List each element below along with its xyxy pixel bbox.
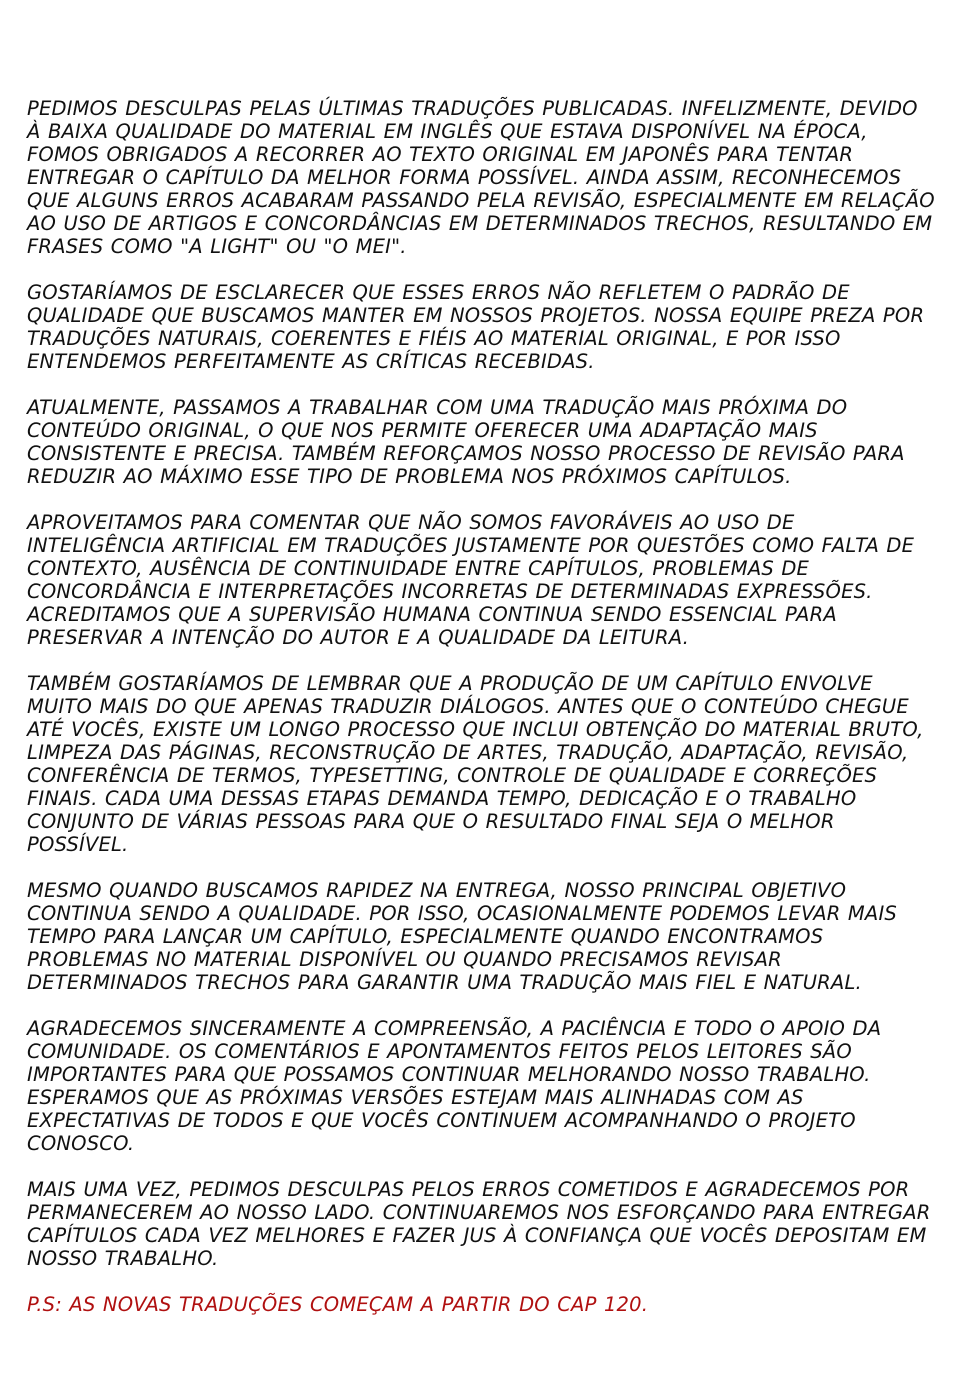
paragraph-current-process: ATUALMENTE, PASSAMOS A TRABALHAR COM UMA TRADUÇÃO MAIS PRÓXIMA DO CONTEÚDO ORIGINAL, O QUE NOS PERMITE OFERECER UMA ADAPTAÇÃO MAIS CONSISTENTE E PRECISA. TAMBÉM REFORÇAMOS NOSSO PROCESSO DE REVISÃO PARA REDUZIR AO MÁXIMO ESSE TIPO DE PROBLEMA NOS PRÓXIMOS CAPÍTULOS. <box>27 396 905 488</box>
postscript-note: P.S: AS NOVAS TRADUÇÕES COMEÇAM A PARTIR DO CAP 120. <box>27 1293 649 1316</box>
paragraph-closing: MAIS UMA VEZ, PEDIMOS DESCULPAS PELOS ERROS COMETIDOS E AGRADECEMOS POR PERMANECEREM AO NOSSO LADO. CONTINUAREMOS NOS ESFORÇANDO PARA ENTREGAR CAPÍTULOS CADA VEZ MELHORES E FAZER JUS À CONFIANÇA QUE VOCÊS DEPOSITAM EM NOSSO TRABALHO. <box>27 1178 931 1270</box>
notice-page <box>27 97 937 1316</box>
paragraph-ai-stance: APROVEITAMOS PARA COMENTAR QUE NÃO SOMOS FAVORÁVEIS AO USO DE INTELIGÊNCIA ARTIFICIAL EM TRADUÇÕES JUSTAMENTE POR QUESTÕES COMO FALTA DE CONTEXTO, AUSÊNCIA DE CONTINUIDADE ENTRE CAPÍTULOS, PROBLEMAS DE CONCORDÂNCIA E INTERPRETAÇÕES INCORRETAS DE DETERMINADAS EXPRESSÕES. ACREDITAMOS QUE A SUPERVISÃO HUMANA CONTINUA SENDO ESSENCIAL PARA PRESERVAR A INTENÇÃO DO AUTOR E A QUALIDADE DA LEITURA. <box>27 511 915 649</box>
paragraph-apology: PEDIMOS DESCULPAS PELAS ÚLTIMAS TRADUÇÕES PUBLICADAS. INFELIZMENTE, DEVIDO À BAIXA QUALIDADE DO MATERIAL EM INGLÊS QUE ESTAVA DISPONÍVEL NA ÉPOCA, FOMOS OBRIGADOS A RECORRER AO TEXTO ORIGINAL EM JAPONÊS PARA TENTAR ENTREGAR O CAPÍTULO DA MELHOR FORMA POSSÍVEL. AINDA ASSIM, RECONHECEMOS QUE ALGUNS ERROS ACABARAM PASSANDO PELA REVISÃO, ESPECIALMENTE EM RELAÇÃO AO USO DE ARTIGOS E CONCORDÂNCIAS EM DETERMINADOS TRECHOS, RESULTANDO EM FRASES COMO "A LIGHT" OU "O MEI". <box>27 97 935 258</box>
paragraph-thanks: AGRADECEMOS SINCERAMENTE A COMPREENSÃO, A PACIÊNCIA E TODO O APOIO DA COMUNIDADE. OS COMENTÁRIOS E APONTAMENTOS FEITOS PELOS LEITORES SÃO IMPORTANTES PARA QUE POSSAMOS CONTINUAR MELHORANDO NOSSO TRABALHO. ESPERAMOS QUE AS PRÓXIMAS VERSÕES ESTEJAM MAIS ALINHADAS COM AS EXPECTATIVAS DE TODOS E QUE VOCÊS CONTINUEM ACOMPANHANDO O PROJETO CONOSCO. <box>27 1017 882 1155</box>
paragraph-production-process: TAMBÉM GOSTARÍAMOS DE LEMBRAR QUE A PRODUÇÃO DE UM CAPÍTULO ENVOLVE MUITO MAIS DO QUE APENAS TRADUZIR DIÁLOGOS. ANTES QUE O CONTEÚDO CHEGUE ATÉ VOCÊS, EXISTE UM LONGO PROCESSO QUE INCLUI OBTENÇÃO DO MATERIAL BRUTO, LIMPEZA DAS PÁGINAS, RECONSTRUÇÃO DE ARTES, TRADUÇÃO, ADAPTAÇÃO, REVISÃO, CONFERÊNCIA DE TERMOS, TYPESETTING, CONTROLE DE QUALIDADE E CORREÇÕES FINAIS. CADA UMA DESSAS ETAPAS DEMANDA TEMPO, DEDICAÇÃO E O TRABALHO CONJUNTO DE VÁRIAS PESSOAS PARA QUE O RESULTADO FINAL SEJA O MELHOR POSSÍVEL. <box>27 672 924 856</box>
paragraph-quality-priority: MESMO QUANDO BUSCAMOS RAPIDEZ NA ENTREGA, NOSSO PRINCIPAL OBJETIVO CONTINUA SENDO A QUALIDADE. POR ISSO, OCASIONALMENTE PODEMOS LEVAR MAIS TEMPO PARA LANÇAR UM CAPÍTULO, ESPECIALMENTE QUANDO ENCONTRAMOS PROBLEMAS NO MATERIAL DISPONÍVEL OU QUANDO PRECISAMOS REVISAR DETERMINADOS TRECHOS PARA GARANTIR UMA TRADUÇÃO MAIS FIEL E NATURAL. <box>27 879 897 994</box>
paragraph-clarification: GOSTARÍAMOS DE ESCLARECER QUE ESSES ERROS NÃO REFLETEM O PADRÃO DE QUALIDADE QUE BUSCAMOS MANTER EM NOSSOS PROJETOS. NOSSA EQUIPE PREZA POR TRADUÇÕES NATURAIS, COERENTES E FIÉIS AO MATERIAL ORIGINAL, E POR ISSO ENTENDEMOS PERFEITAMENTE AS CRÍTICAS RECEBIDAS. <box>27 281 925 373</box>
